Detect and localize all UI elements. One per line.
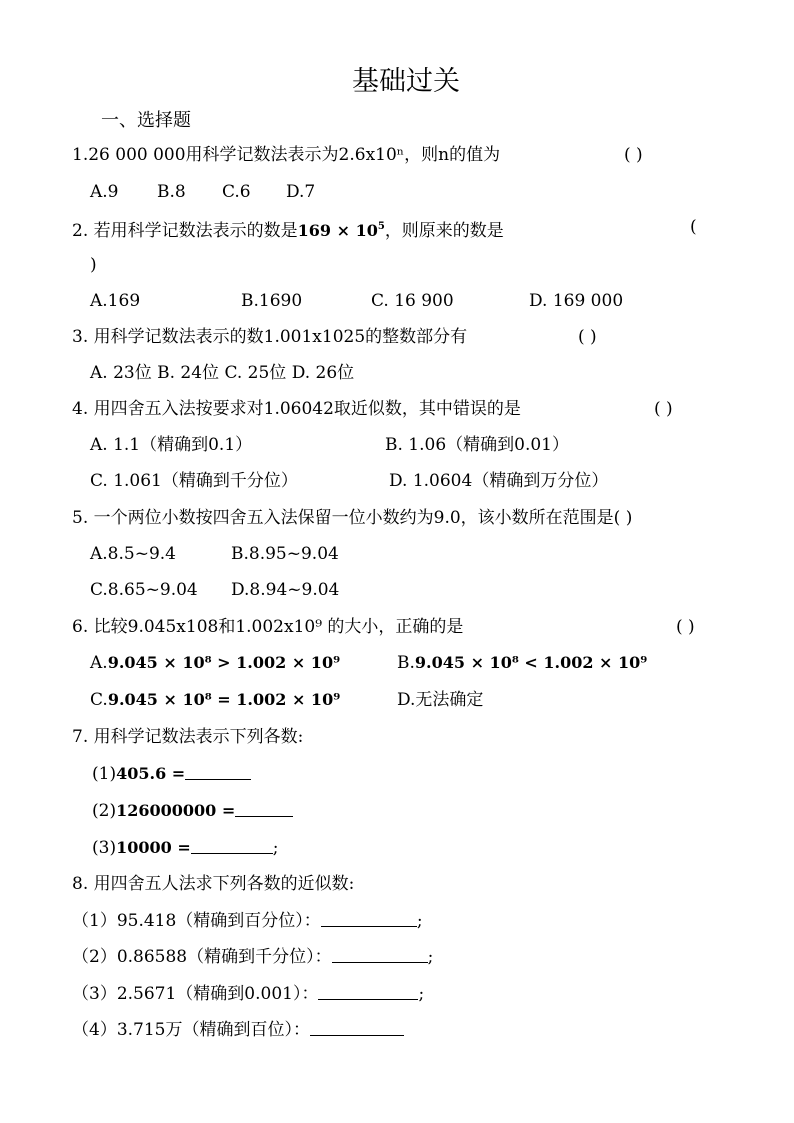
question-8-item-3-end: ; bbox=[418, 984, 425, 1004]
question-2-paren-close: ) bbox=[90, 255, 97, 275]
question-8-item-2 bbox=[72, 946, 433, 968]
answer-blank[interactable] bbox=[321, 910, 417, 927]
question-7-item-1-expr: 405.6 = bbox=[116, 764, 186, 783]
question-6-option-a-label: A. bbox=[90, 653, 108, 673]
question-6-option-b bbox=[397, 652, 647, 674]
question-8-item-4 bbox=[72, 1019, 404, 1041]
question-6-option-b-label: B. bbox=[397, 653, 415, 673]
answer-blank[interactable] bbox=[235, 800, 293, 817]
question-8-item-1-end: ; bbox=[416, 911, 423, 931]
question-1-paren: ( ) bbox=[624, 145, 643, 165]
question-6-option-a-math: 9.045 × 10⁸ > 1.002 × 10⁹ bbox=[107, 653, 341, 672]
question-1-option-d: D.7 bbox=[286, 182, 316, 202]
answer-blank[interactable] bbox=[318, 983, 418, 1000]
question-7-item-3 bbox=[92, 837, 278, 859]
question-8-item-3-text: （3）2.5671（精确到0.001）： bbox=[72, 984, 319, 1004]
question-3-stem: 3. 用科学记数法表示的数1.001x1025的整数部分有 bbox=[72, 327, 468, 347]
question-5-stem: 5. 一个两位小数按四舍五入法保留一位小数约为9.0，该小数所在范围是( ) bbox=[72, 508, 633, 528]
question-5-option-b: B.8.95~9.04 bbox=[231, 544, 339, 564]
question-2-paren-open: ( bbox=[690, 217, 697, 237]
question-8-item-2-text: （2）0.86588（精确到千分位）： bbox=[72, 947, 332, 967]
question-2-option-c: C. 16 900 bbox=[371, 291, 454, 311]
question-2-stem bbox=[72, 216, 504, 242]
question-7-item-1-label: (1) bbox=[92, 764, 117, 784]
question-4-option-d: D. 1.0604（精确到万分位） bbox=[389, 471, 609, 491]
question-7-item-2-label: (2) bbox=[92, 801, 117, 821]
question-6-paren: ( ) bbox=[676, 617, 695, 637]
question-6-option-c-label: C. bbox=[90, 690, 108, 710]
answer-blank[interactable] bbox=[332, 946, 428, 963]
question-4-stem: 4. 用四舍五入法按要求对1.06042取近似数，其中错误的是 bbox=[72, 399, 521, 419]
question-4-option-c: C. 1.061（精确到千分位） bbox=[90, 471, 298, 491]
question-4-option-b: B. 1.06（精确到0.01） bbox=[385, 435, 570, 455]
question-2-math: $169 \times 10^5$ bbox=[297, 221, 385, 240]
question-6-option-c-math: 9.045 × 10⁸ = 1.002 × 10⁹ bbox=[107, 690, 341, 709]
question-4-paren: ( ) bbox=[654, 399, 673, 419]
section-heading: 一、选择题 bbox=[101, 110, 191, 131]
question-7-item-3-end: ; bbox=[272, 838, 279, 858]
question-7-item-2-expr: 126000000 = bbox=[116, 801, 236, 820]
question-6-option-d: D.无法确定 bbox=[397, 690, 484, 710]
answer-blank[interactable] bbox=[185, 763, 251, 780]
question-7-item-1 bbox=[92, 763, 251, 785]
question-7-item-3-label: (3) bbox=[92, 838, 117, 858]
question-1-option-b: B.8 bbox=[157, 182, 186, 202]
question-7-item-2 bbox=[92, 800, 293, 822]
question-2-stem-a: 2. 若用科学记数法表示的数是 bbox=[72, 221, 298, 241]
question-8-item-4-text: （4）3.715万（精确到百位）： bbox=[72, 1020, 310, 1040]
question-5-option-a: A.8.5~9.4 bbox=[90, 544, 176, 564]
question-8-item-1 bbox=[72, 910, 423, 932]
question-6-stem: 6. 比较9.045x108和1.002x10⁹ 的大小，正确的是 bbox=[72, 617, 464, 637]
question-6-option-c bbox=[90, 689, 340, 711]
question-8-stem: 8. 用四舍五人法求下列各数的近似数: bbox=[72, 874, 355, 894]
question-8-item-3 bbox=[72, 983, 424, 1005]
question-2-stem-b: ，则原来的数是 bbox=[384, 221, 504, 241]
question-4-option-a: A. 1.1（精确到0.1） bbox=[90, 435, 253, 455]
page-title: 基础过关 bbox=[352, 66, 460, 97]
question-1-option-a: A.9 bbox=[90, 182, 119, 202]
question-1-stem: 1.26 000 000用科学记数法表示为2.6x10ⁿ，则n的值为 bbox=[72, 145, 501, 165]
question-7-item-3-expr: 10000 = bbox=[116, 838, 191, 857]
question-2-option-b: B.1690 bbox=[241, 291, 303, 311]
answer-blank[interactable] bbox=[191, 837, 273, 854]
question-2-option-a: A.169 bbox=[90, 291, 141, 311]
question-7-stem: 7. 用科学记数法表示下列各数: bbox=[72, 727, 304, 747]
answer-blank[interactable] bbox=[310, 1019, 404, 1036]
question-6-option-a bbox=[90, 652, 340, 674]
question-1-option-c: C.6 bbox=[222, 182, 251, 202]
question-5-option-d: D.8.94~9.04 bbox=[231, 580, 340, 600]
question-6-option-b-math: 9.045 × 10⁸ < 1.002 × 10⁹ bbox=[414, 653, 648, 672]
question-2-option-d: D. 169 000 bbox=[529, 291, 624, 311]
question-3-paren: ( ) bbox=[578, 327, 597, 347]
question-3-options: A. 23位 B. 24位 C. 25位 D. 26位 bbox=[90, 363, 355, 383]
question-8-item-2-end: ; bbox=[427, 947, 434, 967]
question-5-option-c: C.8.65~9.04 bbox=[90, 580, 198, 600]
question-8-item-1-text: （1）95.418（精确到百分位）： bbox=[72, 911, 321, 931]
